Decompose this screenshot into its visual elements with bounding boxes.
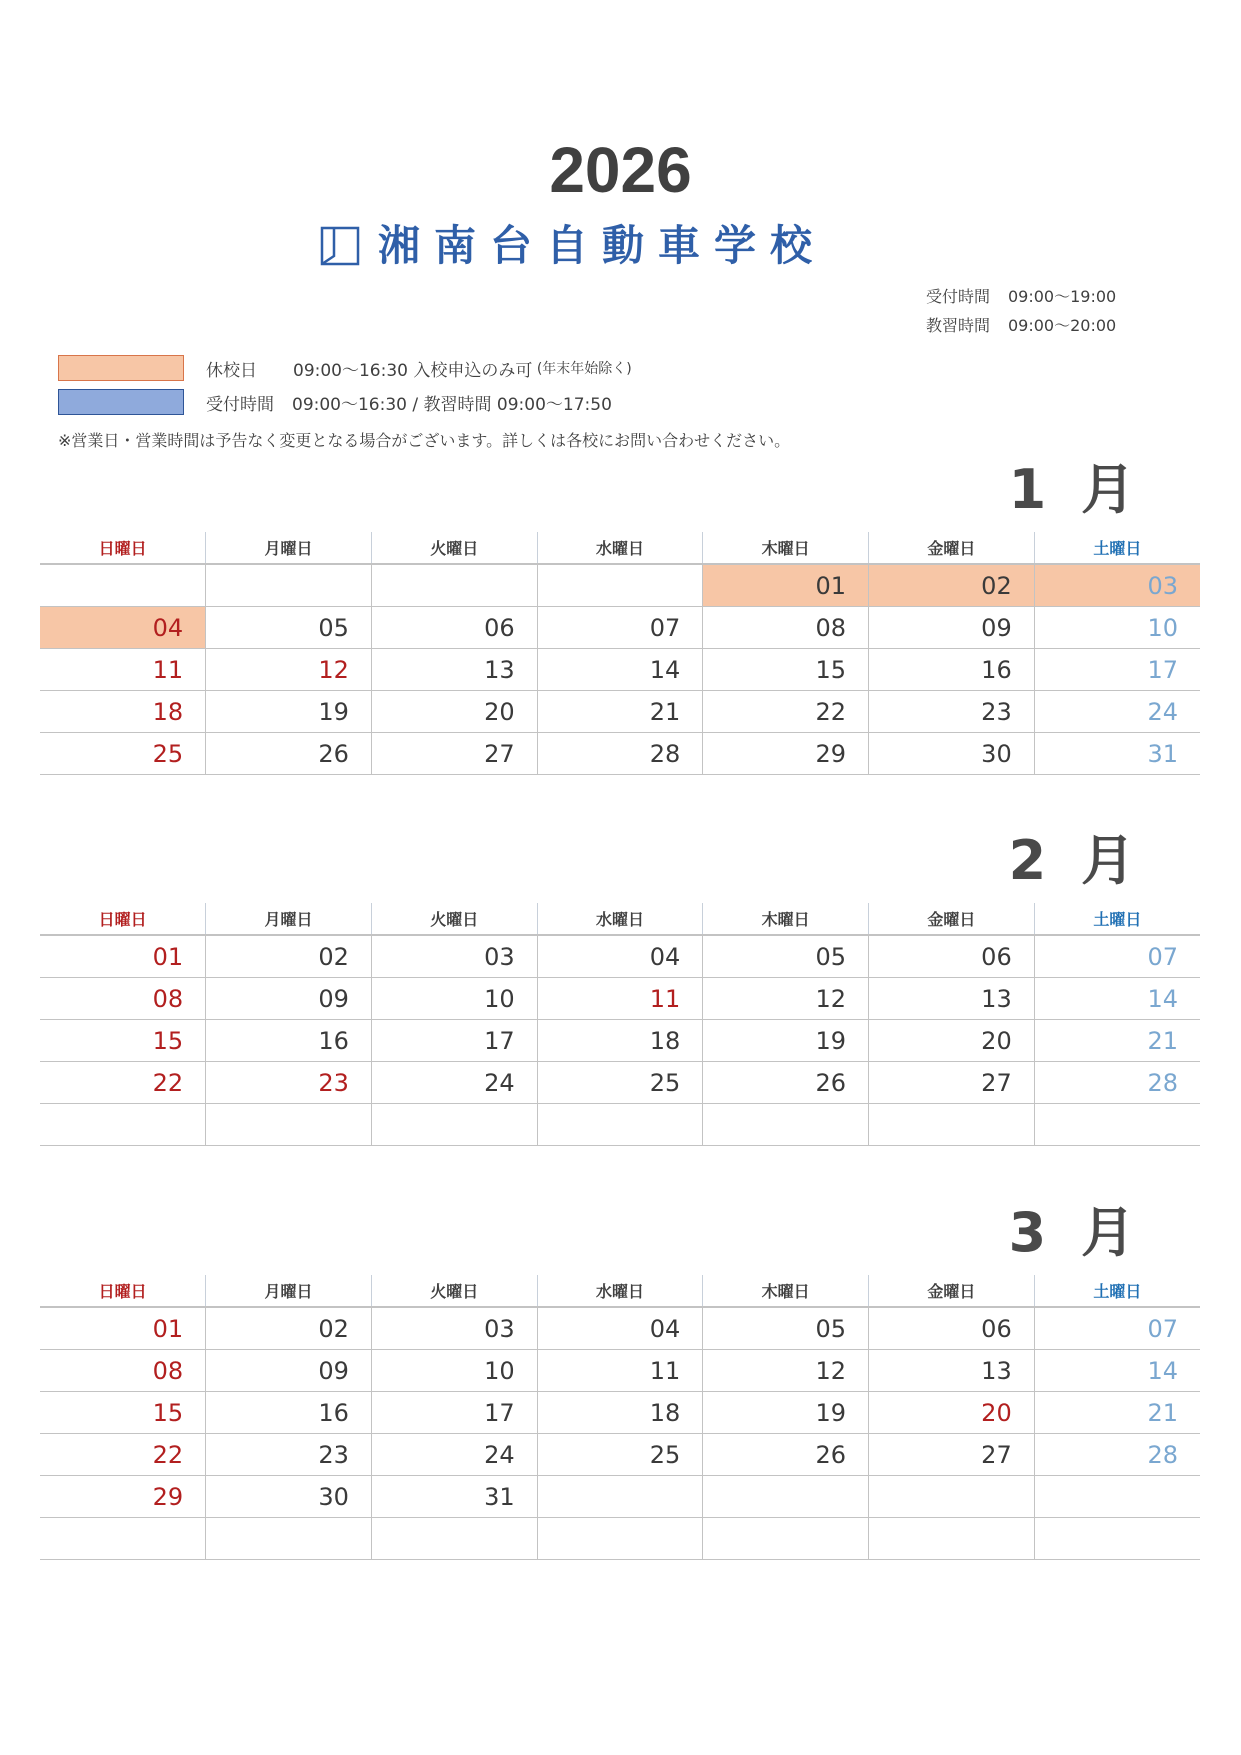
day-cell: 18	[40, 691, 206, 733]
day-cell: 23	[869, 691, 1035, 733]
day-cell: 15	[40, 1020, 206, 1062]
day-cell: 16	[206, 1020, 372, 1062]
weekday-header: 水曜日	[537, 1275, 703, 1307]
day-cell: 19	[206, 691, 372, 733]
day-cell: 13	[869, 978, 1035, 1020]
day-cell: 11	[537, 1350, 703, 1392]
day-cell: 21	[537, 691, 703, 733]
month-title: 3 月	[1008, 1201, 1143, 1264]
day-cell: 12	[703, 978, 869, 1020]
day-cell: 21	[1034, 1392, 1200, 1434]
empty-day-cell	[371, 564, 537, 607]
hours-row	[900, 282, 1116, 311]
empty-day-cell	[206, 1104, 372, 1146]
day-cell: 20	[371, 691, 537, 733]
day-cell: 24	[1034, 691, 1200, 733]
day-cell: 03	[1034, 564, 1200, 607]
week-row	[40, 1434, 1200, 1476]
day-cell: 11	[40, 649, 206, 691]
day-cell: 28	[537, 733, 703, 775]
weekday-header: 火曜日	[371, 903, 537, 935]
empty-day-cell	[1034, 1476, 1200, 1518]
week-row	[40, 1518, 1200, 1560]
day-cell: 07	[1034, 935, 1200, 978]
day-cell: 12	[206, 649, 372, 691]
hours-label: 受付時間	[925, 287, 990, 306]
day-cell: 12	[703, 1350, 869, 1392]
empty-day-cell	[869, 1518, 1035, 1560]
empty-day-cell	[703, 1104, 869, 1146]
day-cell: 23	[206, 1062, 372, 1104]
weekday-header: 日曜日	[40, 903, 206, 935]
weekday-header: 金曜日	[869, 532, 1035, 564]
empty-day-cell	[40, 1518, 206, 1560]
day-cell: 19	[703, 1020, 869, 1062]
calendar-table	[40, 532, 1200, 775]
day-cell: 10	[371, 1350, 537, 1392]
notice-text: ※営業日・営業時間は予告なく変更となる場合がございます。詳しくは各校にお問い合わせください。	[58, 431, 791, 450]
legend-label: 休校日	[206, 360, 257, 381]
school-name: 湘南台自動車学校	[378, 221, 827, 270]
day-cell: 08	[40, 1350, 206, 1392]
day-cell: 25	[40, 733, 206, 775]
day-cell: 14	[1034, 1350, 1200, 1392]
weekday-header: 木曜日	[703, 903, 869, 935]
weekday-header-row	[40, 903, 1200, 935]
weekday-header: 木曜日	[703, 1275, 869, 1307]
weekday-header: 月曜日	[206, 1275, 372, 1307]
day-cell: 26	[703, 1062, 869, 1104]
legend-text: 09:00〜16:30 / 教習時間 09:00〜17:50	[292, 394, 612, 415]
empty-day-cell	[537, 1104, 703, 1146]
day-cell: 13	[869, 1350, 1035, 1392]
hours-value: 09:00〜20:00	[1008, 316, 1117, 335]
weekday-header: 金曜日	[869, 1275, 1035, 1307]
calendar-table	[40, 903, 1200, 1146]
day-cell: 20	[869, 1392, 1035, 1434]
day-cell: 25	[537, 1062, 703, 1104]
weekday-header: 月曜日	[206, 903, 372, 935]
calendar-table	[40, 1275, 1200, 1560]
legend	[58, 351, 632, 419]
legend-item-closed	[58, 351, 632, 385]
hours-row	[900, 311, 1116, 340]
empty-day-cell	[537, 1518, 703, 1560]
day-cell: 01	[703, 564, 869, 607]
day-cell: 17	[371, 1020, 537, 1062]
weekday-header: 土曜日	[1034, 903, 1200, 935]
weekday-header: 火曜日	[371, 1275, 537, 1307]
weekday-header: 土曜日	[1034, 532, 1200, 564]
day-cell: 17	[1034, 649, 1200, 691]
weekday-header-row	[40, 532, 1200, 564]
week-row	[40, 1104, 1200, 1146]
day-cell: 16	[206, 1392, 372, 1434]
day-cell: 14	[1034, 978, 1200, 1020]
day-cell: 28	[1034, 1434, 1200, 1476]
legend-swatch-closed	[58, 355, 184, 381]
day-cell: 01	[40, 935, 206, 978]
day-cell: 21	[1034, 1020, 1200, 1062]
legend-swatch-reception	[58, 389, 184, 415]
week-row	[40, 607, 1200, 649]
empty-day-cell	[537, 564, 703, 607]
day-cell: 31	[1034, 733, 1200, 775]
day-cell: 01	[40, 1307, 206, 1350]
day-cell: 11	[537, 978, 703, 1020]
day-cell: 30	[869, 733, 1035, 775]
day-cell: 22	[703, 691, 869, 733]
empty-day-cell	[703, 1518, 869, 1560]
business-hours	[900, 282, 1116, 340]
weekday-header: 月曜日	[206, 532, 372, 564]
week-row	[40, 1307, 1200, 1350]
day-cell: 29	[40, 1476, 206, 1518]
week-row	[40, 1392, 1200, 1434]
day-cell: 16	[869, 649, 1035, 691]
day-cell: 02	[206, 935, 372, 978]
school-logo-icon	[320, 226, 360, 266]
week-row	[40, 1062, 1200, 1104]
day-cell: 25	[537, 1434, 703, 1476]
day-cell: 27	[869, 1434, 1035, 1476]
day-cell: 24	[371, 1062, 537, 1104]
day-cell: 13	[371, 649, 537, 691]
week-row	[40, 691, 1200, 733]
day-cell: 19	[703, 1392, 869, 1434]
day-cell: 03	[371, 935, 537, 978]
weekday-header: 金曜日	[869, 903, 1035, 935]
week-row	[40, 1350, 1200, 1392]
day-cell: 27	[371, 733, 537, 775]
day-cell: 22	[40, 1062, 206, 1104]
day-cell: 26	[703, 1434, 869, 1476]
day-cell: 05	[703, 1307, 869, 1350]
day-cell: 08	[40, 978, 206, 1020]
empty-day-cell	[40, 1104, 206, 1146]
day-cell: 20	[869, 1020, 1035, 1062]
legend-text: 09:00〜16:30 入校申込のみ可	[293, 360, 533, 381]
day-cell: 10	[1034, 607, 1200, 649]
day-cell: 09	[206, 1350, 372, 1392]
day-cell: 15	[40, 1392, 206, 1434]
day-cell: 02	[869, 564, 1035, 607]
week-row	[40, 1020, 1200, 1062]
calendar-year: 2026	[549, 134, 692, 206]
empty-day-cell	[206, 564, 372, 607]
empty-day-cell	[1034, 1518, 1200, 1560]
empty-day-cell	[206, 1518, 372, 1560]
week-row	[40, 978, 1200, 1020]
empty-day-cell	[371, 1518, 537, 1560]
day-cell: 24	[371, 1434, 537, 1476]
day-cell: 17	[371, 1392, 537, 1434]
day-cell: 08	[703, 607, 869, 649]
week-row	[40, 733, 1200, 775]
week-row	[40, 1476, 1200, 1518]
legend-label: 受付時間	[206, 394, 274, 415]
day-cell: 09	[206, 978, 372, 1020]
day-cell: 04	[537, 1307, 703, 1350]
week-row	[40, 935, 1200, 978]
day-cell: 06	[371, 607, 537, 649]
month-title: 1 月	[1008, 458, 1143, 521]
weekday-header: 木曜日	[703, 532, 869, 564]
day-cell: 27	[869, 1062, 1035, 1104]
weekday-header: 水曜日	[537, 532, 703, 564]
weekday-header: 火曜日	[371, 532, 537, 564]
month-title: 2 月	[1008, 829, 1143, 892]
week-row	[40, 564, 1200, 607]
weekday-header: 日曜日	[40, 1275, 206, 1307]
empty-day-cell	[371, 1104, 537, 1146]
day-cell: 05	[703, 935, 869, 978]
day-cell: 04	[537, 935, 703, 978]
day-cell: 06	[869, 1307, 1035, 1350]
weekday-header: 日曜日	[40, 532, 206, 564]
day-cell: 09	[869, 607, 1035, 649]
day-cell: 30	[206, 1476, 372, 1518]
day-cell: 22	[40, 1434, 206, 1476]
hours-value: 09:00〜19:00	[1008, 287, 1117, 306]
day-cell: 15	[703, 649, 869, 691]
day-cell: 26	[206, 733, 372, 775]
day-cell: 06	[869, 935, 1035, 978]
day-cell: 03	[371, 1307, 537, 1350]
empty-day-cell	[869, 1104, 1035, 1146]
day-cell: 05	[206, 607, 372, 649]
day-cell: 07	[537, 607, 703, 649]
legend-note: (年末年始除く)	[532, 361, 632, 377]
day-cell: 18	[537, 1392, 703, 1434]
weekday-header: 土曜日	[1034, 1275, 1200, 1307]
weekday-header-row	[40, 1275, 1200, 1307]
empty-day-cell	[40, 564, 206, 607]
day-cell: 14	[537, 649, 703, 691]
empty-day-cell	[1034, 1104, 1200, 1146]
empty-day-cell	[869, 1476, 1035, 1518]
hours-label: 教習時間	[925, 316, 990, 335]
empty-day-cell	[537, 1476, 703, 1518]
legend-item-reception	[58, 385, 632, 419]
day-cell: 29	[703, 733, 869, 775]
day-cell: 31	[371, 1476, 537, 1518]
empty-day-cell	[703, 1476, 869, 1518]
day-cell: 10	[371, 978, 537, 1020]
weekday-header: 水曜日	[537, 903, 703, 935]
week-row	[40, 649, 1200, 691]
day-cell: 04	[40, 607, 206, 649]
day-cell: 02	[206, 1307, 372, 1350]
school-logo	[320, 218, 826, 274]
day-cell: 07	[1034, 1307, 1200, 1350]
day-cell: 18	[537, 1020, 703, 1062]
day-cell: 23	[206, 1434, 372, 1476]
day-cell: 28	[1034, 1062, 1200, 1104]
